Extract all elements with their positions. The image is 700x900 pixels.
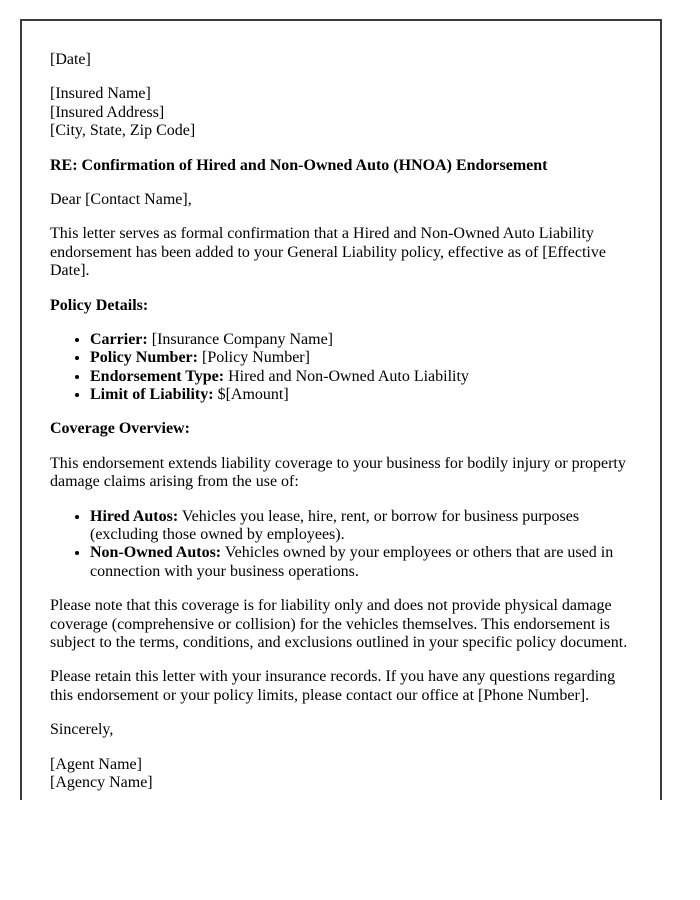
subject-line: RE: Confirmation of Hired and Non-Owned Auto (HNOA) Endorsement <box>50 156 548 174</box>
item-label: Endorsement Type: <box>90 367 225 385</box>
coverage-heading: Coverage Overview: <box>50 420 190 438</box>
policy-details-heading: Policy Details: <box>50 296 149 314</box>
recipient-line: [Insured Name] <box>50 85 151 103</box>
item-text: [Insurance Company Name] <box>147 330 333 348</box>
recipient-block <box>50 85 632 140</box>
item-text: Vehicles you lease, hire, rent, or borrow for business purposes (excluding those owned by employees). <box>90 507 580 544</box>
signature-block <box>50 756 632 793</box>
item-text: Vehicles owned by your employees or others that are used in connection with your business operations. <box>90 544 614 580</box>
item-label: Carrier: <box>90 330 148 348</box>
date-line: [Date] <box>50 51 91 68</box>
intro-paragraph: This letter serves as formal confirmation that a Hired and Non-Owned Auto Liability endorsement has been added to your General Liability policy, effective as of [Effective Date]. <box>50 225 606 280</box>
item-label: Non-Owned Autos: <box>90 544 222 562</box>
letter-body <box>20 19 662 800</box>
recipient-line: [Insured Address] <box>50 103 165 121</box>
list-item <box>90 368 632 386</box>
item-label: Policy Number: <box>90 349 198 367</box>
list-item <box>90 386 632 404</box>
policy-details-list <box>50 331 632 405</box>
retain-paragraph: Please retain this letter with your insurance records. If you have any questions regarding this endorsement or your policy limits, please contact our office at [Phone Number]. <box>50 668 616 704</box>
list-item <box>90 349 632 367</box>
list-item <box>90 544 632 581</box>
list-item <box>90 508 632 545</box>
item-text: $[Amount] <box>213 386 289 404</box>
coverage-list <box>50 508 632 582</box>
item-text: Hired and Non-Owned Auto Liability <box>224 367 469 385</box>
item-text: [Policy Number] <box>197 349 310 367</box>
item-label: Hired Autos: <box>90 507 179 525</box>
coverage-intro: This endorsement extends liability coverage to your business for bodily injury or property damage claims arising from the use of: <box>50 454 626 491</box>
item-label: Limit of Liability: <box>90 386 214 404</box>
list-item <box>90 331 632 349</box>
salutation: Dear [Contact Name], <box>50 190 192 208</box>
note-paragraph: Please note that this coverage is for liability only and does not provide physical damage coverage (comprehensive or collision) for the vehicles themselves. This endorsement is subject to the terms, conditions, and exclusions outlined in your specific policy document. <box>50 597 628 651</box>
signature-line: [Agent Name] <box>50 755 142 773</box>
recipient-line: [City, State, Zip Code] <box>50 122 196 140</box>
signature-line: [Agency Name] <box>50 773 153 791</box>
closing: Sincerely, <box>50 721 114 739</box>
